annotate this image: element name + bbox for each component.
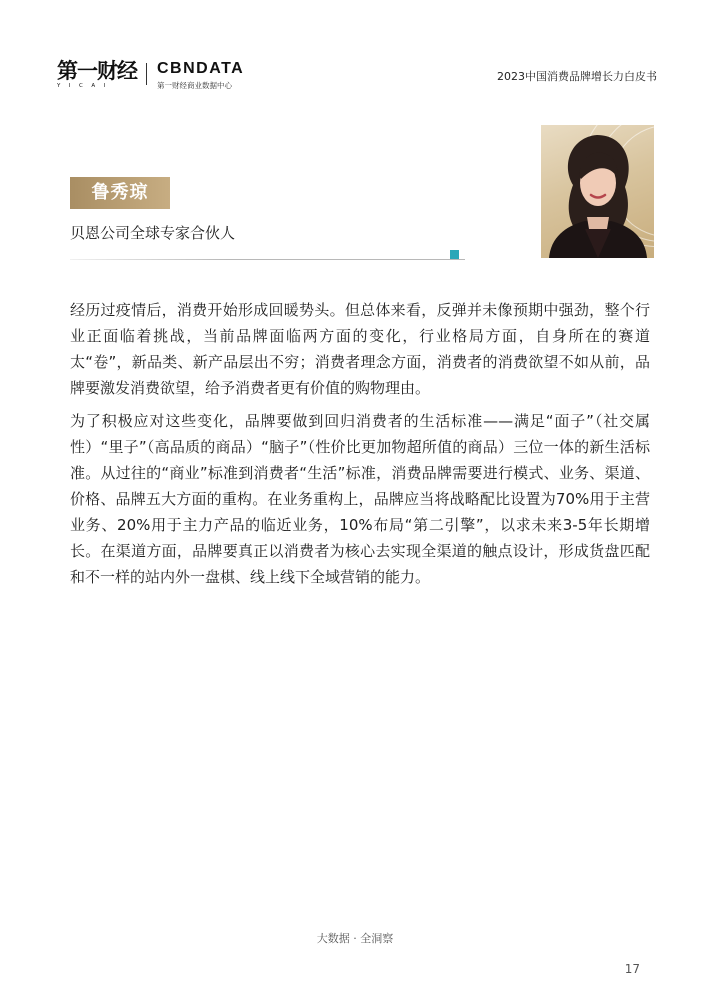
portrait-photo bbox=[541, 125, 654, 258]
yicai-logo bbox=[57, 60, 137, 89]
page-number: 17 bbox=[624, 962, 640, 976]
person-silhouette bbox=[541, 125, 654, 258]
speaker-name-tag: 鲁秀琼 bbox=[70, 177, 170, 209]
article-body bbox=[70, 297, 650, 597]
divider-accent-square bbox=[450, 250, 459, 259]
footer-tagline: 大数据 · 全洞察 bbox=[316, 932, 394, 945]
section-divider bbox=[70, 259, 465, 260]
paragraph: 为了积极应对这些变化，品牌要做到回归消费者的生活标准——满足“面子”（社交属性）“里子”（高品质的商品）“脑子”（性价比更加物超所值的商品）三位一体的新生活标准。从过往的“商业”标准到消费者“生活”标准，消费品牌需要进行模式、业务、渠道、价格、品牌五大方面的重构。在业务重构上，品牌应当将战略配比设置为70%用于主营业务、20%用于主力产品的临近业务，10%布局“第二引擎”，以求未来3-5年长期增长。在渠道方面，品牌要真正以消费者为核心去实现全渠道的触点设计，形成货盘匹配和不一样的站内外一盘棋、线上线下全域营销的能力。 bbox=[70, 412, 650, 586]
cbndata-logo-subtext: 第一财经商业数据中心 bbox=[157, 81, 232, 90]
cbndata-logo-text: CBNDATA bbox=[157, 60, 245, 77]
speaker-title: 贝恩公司全球专家合伙人 bbox=[70, 224, 236, 242]
yicai-logo-text: 第一财经 bbox=[57, 59, 137, 83]
report-title: 2023中国消费品牌增长力白皮书 bbox=[497, 70, 657, 83]
paragraph: 经历过疫情后，消费开始形成回暖势头。但总体来看，反弹并未像预期中强劲，整个行业正面临着挑战，当前品牌面临两方面的变化，行业格局方面，自身所在的赛道太“卷”，新品类、新产品层出不穷；消费者理念方面，消费者的消费欲望不如从前，品牌要激发消费欲望，给予消费者更有价值的购物理由。 bbox=[70, 301, 650, 397]
page-header bbox=[0, 0, 710, 100]
yicai-logo-subtext: YICAI bbox=[57, 83, 114, 89]
cbndata-logo bbox=[157, 60, 244, 91]
logo-divider bbox=[146, 63, 147, 85]
